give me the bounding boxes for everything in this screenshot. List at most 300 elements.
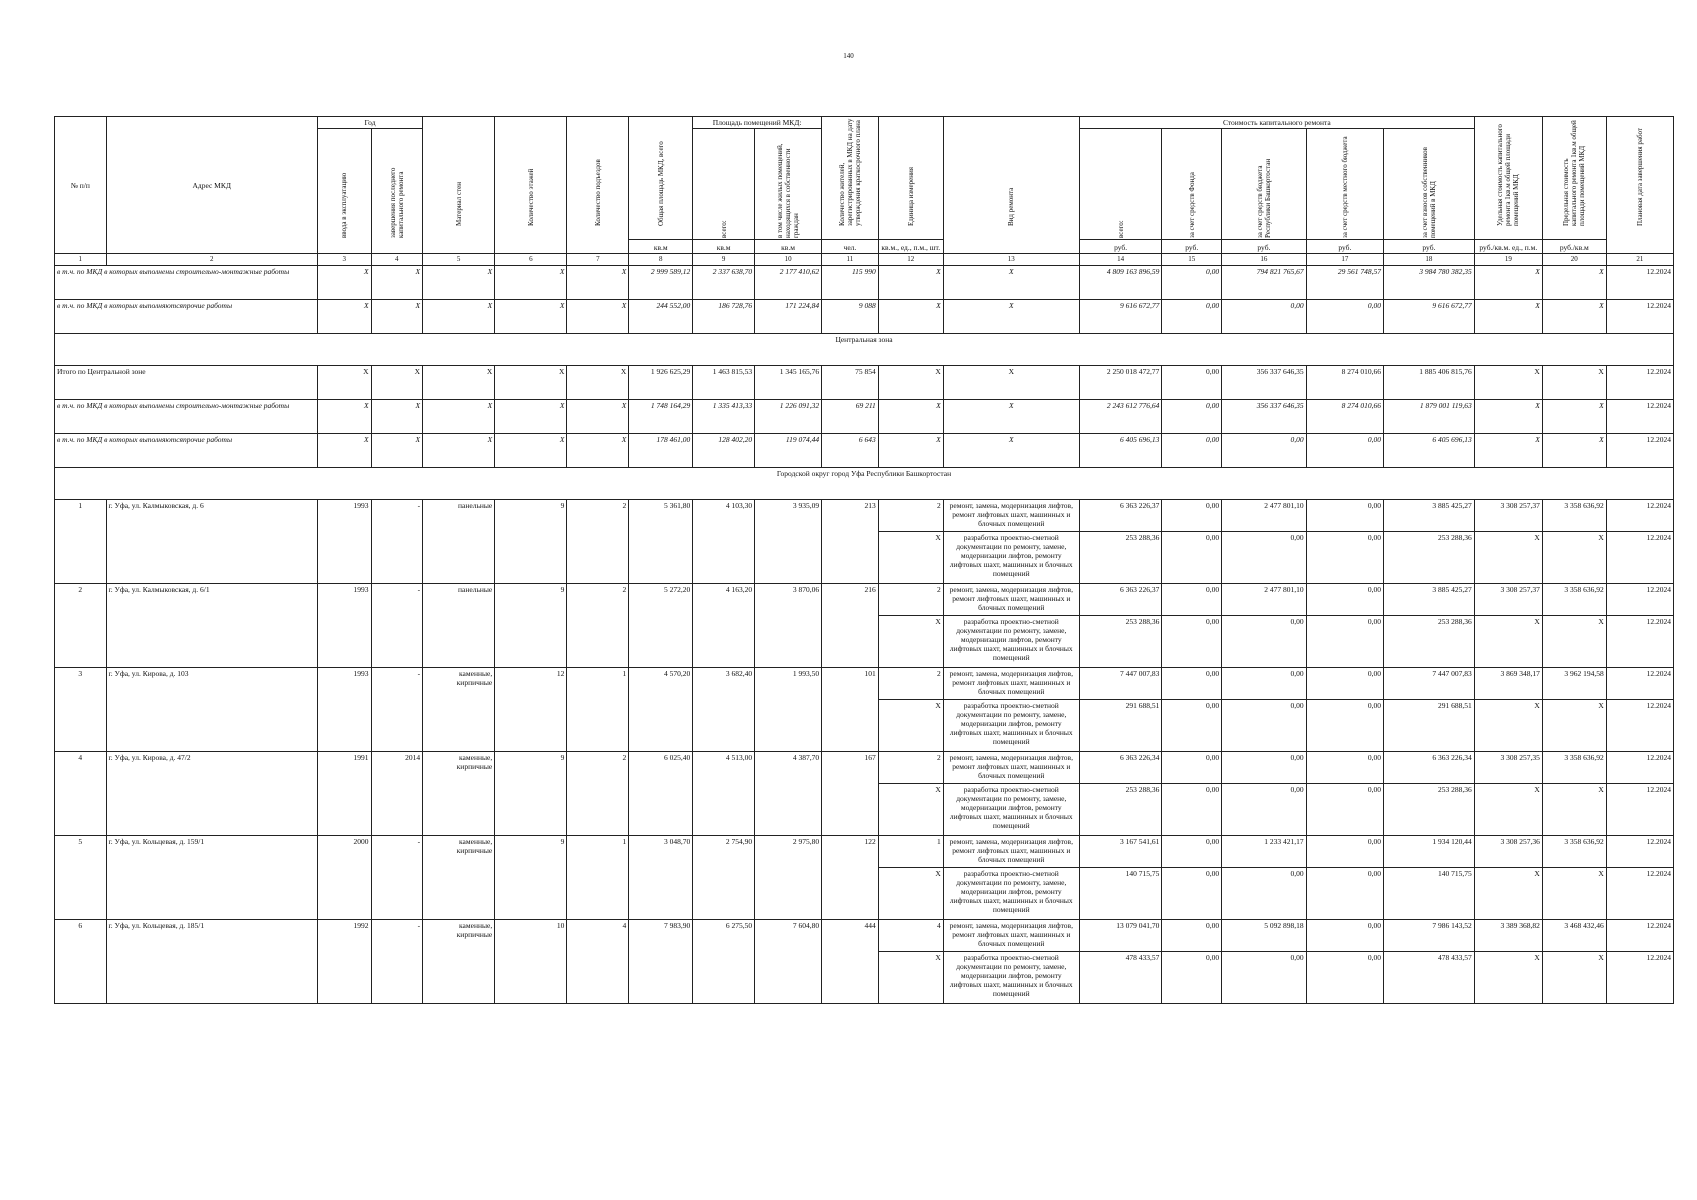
repair-cost-owners: 140 715,75: [1384, 868, 1475, 920]
header-address: Адрес МКД: [106, 117, 317, 254]
repair-cost-republic: 0,00: [1222, 532, 1307, 584]
unit-cost-total: руб.: [1079, 240, 1161, 254]
header-repair-type: Вид ремонта: [1007, 187, 1016, 226]
building-last-repair: -: [371, 500, 423, 584]
repair-qty: X: [878, 700, 943, 752]
building-last-repair: -: [371, 920, 423, 1004]
repair-cost-total: 478 433,57: [1079, 952, 1161, 1004]
unit-measure: кв.м., ед., п.м., шт.: [878, 240, 943, 254]
repair-cost-fund: 0,00: [1162, 836, 1222, 868]
building-area-owned: 3 935,09: [755, 500, 822, 584]
zone-title-ufa-row: [55, 468, 1674, 500]
repair-cost-total: 140 715,75: [1079, 868, 1161, 920]
zone-title-ufa: Городской округ город Уфа Республики Башкортостан: [55, 468, 1674, 500]
summary-unit-x: X: [878, 366, 943, 400]
column-number: 19: [1474, 254, 1542, 266]
repair-unit-cost: X: [1474, 532, 1542, 584]
repair-cost-owners: 3 885 425,27: [1384, 500, 1475, 532]
header-total-area: Общая площадь МКД, всего: [656, 141, 665, 226]
column-number: 8: [629, 254, 693, 266]
repair-cost-fund: 0,00: [1162, 868, 1222, 920]
unit-area-total: кв.м: [693, 240, 755, 254]
repair-qty: 2: [878, 668, 943, 700]
building-floors: 10: [495, 920, 567, 1004]
header-entrances: Количество подъездов: [593, 159, 602, 226]
repair-type: ремонт, замена, модернизация лифтов, ремонт лифтовых шахт, машинных и блочных помещений: [943, 668, 1079, 700]
summary-max-cost-x: X: [1542, 300, 1606, 334]
repair-cost-owners: 478 433,57: [1384, 952, 1475, 1004]
header-cost-local: за счет средств местного бюджета: [1340, 136, 1349, 238]
building-address: г. Уфа, ул. Калмыковская, д. 6: [106, 500, 317, 584]
repair-unit-cost: 3 308 257,37: [1474, 584, 1542, 616]
building-year: 1993: [317, 500, 371, 584]
repair-cost-local: 0,00: [1306, 752, 1383, 784]
repair-qty: 2: [878, 500, 943, 532]
repair-date: 12.2024: [1606, 532, 1673, 584]
summary-total-area: 244 552,00: [629, 300, 693, 334]
summary-fund: 0,00: [1162, 266, 1222, 300]
summary-area-total: 2 337 638,70: [693, 266, 755, 300]
building-entrances: 2: [567, 584, 629, 668]
repair-max-cost: 3 358 636,92: [1542, 836, 1606, 868]
header-year-commission: ввода в эксплуатацию: [340, 172, 349, 238]
summary-row: [55, 434, 1674, 468]
header-num: № п/п: [55, 117, 107, 254]
header-cost-fund: за счет средств Фонда: [1187, 172, 1196, 238]
summary-local: 0,00: [1306, 300, 1383, 334]
summary-unit-cost-x: X: [1474, 366, 1542, 400]
repair-cost-republic: 0,00: [1222, 616, 1307, 668]
building-num: 3: [55, 668, 107, 752]
column-number: 3: [317, 254, 371, 266]
summary-unit-x: X: [878, 400, 943, 434]
repair-type: разработка проектно-сметной документации по ремонту, замене, модернизации лифтов, ремонту лифтовых шахт, машинных и блочных помещений: [943, 616, 1079, 668]
unit-cost-fund: руб.: [1162, 240, 1222, 254]
repair-qty: 1: [878, 836, 943, 868]
building-num: 1: [55, 500, 107, 584]
repair-max-cost: 3 358 636,92: [1542, 584, 1606, 616]
page-number: 140: [843, 52, 854, 60]
repair-qty: X: [878, 532, 943, 584]
building-area-total: 3 682,40: [693, 668, 755, 752]
building-residents: 167: [822, 752, 879, 836]
capital-repair-table: [54, 116, 1674, 1004]
header-max-cost: Предельная стоимость капитального ремонта 1кв.м общей площади помещений МКД: [1562, 120, 1587, 226]
summary-local: 8 274 010,66: [1306, 400, 1383, 434]
column-number: 9: [693, 254, 755, 266]
repair-date: 12.2024: [1606, 616, 1673, 668]
repair-cost-republic: 0,00: [1222, 700, 1307, 752]
summary-local: 29 561 748,57: [1306, 266, 1383, 300]
repair-cost-local: 0,00: [1306, 616, 1383, 668]
summary-x: X: [567, 366, 629, 400]
repair-type: разработка проектно-сметной документации по ремонту, замене, модернизации лифтов, ремонту лифтовых шахт, машинных и блочных помещений: [943, 700, 1079, 752]
repair-unit-cost: X: [1474, 784, 1542, 836]
summary-local: 0,00: [1306, 434, 1383, 468]
repair-cost-fund: 0,00: [1162, 952, 1222, 1004]
summary-cost-total: 2 243 612 776,64: [1079, 400, 1161, 434]
repair-max-cost: 3 468 432,46: [1542, 920, 1606, 952]
repair-max-cost: 3 358 636,92: [1542, 500, 1606, 532]
building-material: каменные, кирпичные: [423, 752, 495, 836]
unit-cost-local: руб.: [1306, 240, 1383, 254]
column-number-row: [55, 254, 1674, 266]
repair-type: ремонт, замена, модернизация лифтов, ремонт лифтовых шахт, машинных и блочных помещений: [943, 920, 1079, 952]
summary-unit-x: X: [878, 434, 943, 468]
building-material: каменные, кирпичные: [423, 668, 495, 752]
repair-cost-republic: 1 233 421,17: [1222, 836, 1307, 868]
repair-date: 12.2024: [1606, 836, 1673, 868]
repair-cost-fund: 0,00: [1162, 700, 1222, 752]
repair-max-cost: X: [1542, 784, 1606, 836]
repair-max-cost: X: [1542, 616, 1606, 668]
summary-x: X: [371, 434, 423, 468]
building-entrances: 2: [567, 500, 629, 584]
repair-cost-republic: 2 477 801,10: [1222, 584, 1307, 616]
summary-x: X: [567, 400, 629, 434]
repair-cost-owners: 253 288,36: [1384, 532, 1475, 584]
summary-cost-total: 2 250 018 472,77: [1079, 366, 1161, 400]
column-number: 7: [567, 254, 629, 266]
summary-row: [55, 300, 1674, 334]
column-number: 10: [755, 254, 822, 266]
repair-date: 12.2024: [1606, 952, 1673, 1004]
summary-area-total: 128 402,20: [693, 434, 755, 468]
repair-cost-total: 6 363 226,34: [1079, 752, 1161, 784]
summary-x: X: [423, 434, 495, 468]
repair-unit-cost: X: [1474, 700, 1542, 752]
summary-x: X: [317, 300, 371, 334]
column-number: 13: [943, 254, 1079, 266]
unit-residents: чел.: [822, 240, 879, 254]
header-wall-material: Материал стен: [454, 182, 463, 226]
summary-label: в т.ч. по МКД в которых выполняютсяпрочие работы: [55, 434, 318, 468]
column-number: 15: [1162, 254, 1222, 266]
repair-max-cost: X: [1542, 868, 1606, 920]
summary-x: X: [567, 266, 629, 300]
building-material: каменные, кирпичные: [423, 920, 495, 1004]
repair-type: разработка проектно-сметной документации по ремонту, замене, модернизации лифтов, ремонту лифтовых шахт, машинных и блочных помещений: [943, 868, 1079, 920]
repair-cost-local: 0,00: [1306, 836, 1383, 868]
summary-owners: 9 616 672,77: [1384, 300, 1475, 334]
building-area-total: 4 513,00: [693, 752, 755, 836]
repair-qty: X: [878, 952, 943, 1004]
repair-cost-owners: 1 934 120,44: [1384, 836, 1475, 868]
building-residents: 122: [822, 836, 879, 920]
summary-residents: 75 854: [822, 366, 879, 400]
building-area-total: 4 103,30: [693, 500, 755, 584]
summary-total-area: 1 748 164,29: [629, 400, 693, 434]
repair-cost-total: 253 288,36: [1079, 532, 1161, 584]
repair-type: разработка проектно-сметной документации по ремонту, замене, модернизации лифтов, ремонту лифтовых шахт, машинных и блочных помещений: [943, 952, 1079, 1004]
repair-date: 12.2024: [1606, 500, 1673, 532]
summary-repair-x: X: [943, 434, 1079, 468]
summary-date: 12.2024: [1606, 366, 1673, 400]
summary-label: в т.ч. по МКД в которых выполнены строительно-монтажные работы: [55, 266, 318, 300]
repair-cost-fund: 0,00: [1162, 784, 1222, 836]
summary-fund: 0,00: [1162, 400, 1222, 434]
summary-area-owned: 1 226 091,32: [755, 400, 822, 434]
building-material: каменные, кирпичные: [423, 836, 495, 920]
building-entrances: 1: [567, 668, 629, 752]
summary-area-total: 1 463 815,53: [693, 366, 755, 400]
repair-cost-republic: 0,00: [1222, 668, 1307, 700]
repair-unit-cost: X: [1474, 616, 1542, 668]
repair-cost-total: 253 288,36: [1079, 616, 1161, 668]
summary-fund: 0,00: [1162, 366, 1222, 400]
summary-republic: 0,00: [1222, 434, 1307, 468]
summary-x: X: [567, 300, 629, 334]
summary-owners: 3 984 780 382,35: [1384, 266, 1475, 300]
summary-residents: 69 211: [822, 400, 879, 434]
building-address: г. Уфа, ул. Кирова, д. 47/2: [106, 752, 317, 836]
column-number: 12: [878, 254, 943, 266]
unit-area-owned: кв.м: [755, 240, 822, 254]
summary-repair-x: X: [943, 366, 1079, 400]
building-material: панельные: [423, 584, 495, 668]
summary-republic: 0,00: [1222, 300, 1307, 334]
summary-repair-x: X: [943, 300, 1079, 334]
repair-max-cost: X: [1542, 952, 1606, 1004]
summary-row: [55, 366, 1674, 400]
summary-x: X: [495, 266, 567, 300]
repair-qty: X: [878, 868, 943, 920]
summary-cost-total: 6 405 696,13: [1079, 434, 1161, 468]
building-last-repair: -: [371, 584, 423, 668]
building-entrances: 2: [567, 752, 629, 836]
repair-cost-owners: 3 885 425,27: [1384, 584, 1475, 616]
building-last-repair: -: [371, 668, 423, 752]
header-year-last-repair: завершения последнего капитального ремонта: [388, 167, 405, 238]
repair-type: ремонт, замена, модернизация лифтов, ремонт лифтовых шахт, машинных и блочных помещений: [943, 752, 1079, 784]
building-address: г. Уфа, ул. Кольцевая, д. 185/1: [106, 920, 317, 1004]
building-total-area: 5 361,80: [629, 500, 693, 584]
repair-qty: 2: [878, 752, 943, 784]
building-entrances: 4: [567, 920, 629, 1004]
building-area-owned: 1 993,50: [755, 668, 822, 752]
summary-residents: 6 643: [822, 434, 879, 468]
repair-cost-fund: 0,00: [1162, 500, 1222, 532]
building-area-owned: 4 387,70: [755, 752, 822, 836]
building-area-total: 6 275,50: [693, 920, 755, 1004]
summary-owners: 6 405 696,13: [1384, 434, 1475, 468]
summary-x: X: [317, 266, 371, 300]
repair-cost-total: 6 363 226,37: [1079, 500, 1161, 532]
repair-unit-cost: 3 308 257,35: [1474, 752, 1542, 784]
summary-cost-total: 4 809 163 896,59: [1079, 266, 1161, 300]
summary-label: в т.ч. по МКД в которых выполняютсяпрочие работы: [55, 300, 318, 334]
repair-cost-total: 3 167 541,61: [1079, 836, 1161, 868]
summary-residents: 115 990: [822, 266, 879, 300]
repair-max-cost: X: [1542, 700, 1606, 752]
summary-fund: 0,00: [1162, 434, 1222, 468]
repair-cost-local: 0,00: [1306, 784, 1383, 836]
building-row: [55, 668, 1674, 700]
column-number: 5: [423, 254, 495, 266]
building-year: 1992: [317, 920, 371, 1004]
summary-unit-cost-x: X: [1474, 400, 1542, 434]
summary-label: в т.ч. по МКД в которых выполнены строительно-монтажные работы: [55, 400, 318, 434]
header-area-group: Площадь помещений МКД:: [693, 117, 822, 129]
header-floors: Количество этажей: [526, 168, 535, 226]
summary-x: X: [371, 400, 423, 434]
building-year: 2000: [317, 836, 371, 920]
header-year-group: Год: [317, 117, 422, 129]
building-floors: 12: [495, 668, 567, 752]
column-number: 17: [1306, 254, 1383, 266]
building-year: 1991: [317, 752, 371, 836]
zone-title-central-row: [55, 334, 1674, 366]
building-area-total: 4 163,20: [693, 584, 755, 668]
repair-cost-fund: 0,00: [1162, 920, 1222, 952]
repair-type: разработка проектно-сметной документации по ремонту, замене, модернизации лифтов, ремонту лифтовых шахт, машинных и блочных помещений: [943, 532, 1079, 584]
building-row: [55, 584, 1674, 616]
summary-x: X: [423, 266, 495, 300]
unit-max-cost: руб./кв.м: [1542, 240, 1606, 254]
repair-cost-total: 291 688,51: [1079, 700, 1161, 752]
repair-type: ремонт, замена, модернизация лифтов, ремонт лифтовых шахт, машинных и блочных помещений: [943, 836, 1079, 868]
summary-unit-x: X: [878, 266, 943, 300]
repair-cost-local: 0,00: [1306, 700, 1383, 752]
repair-cost-republic: 5 092 898,18: [1222, 920, 1307, 952]
summary-area-owned: 119 074,44: [755, 434, 822, 468]
repair-type: разработка проектно-сметной документации по ремонту, замене, модернизации лифтов, ремонту лифтовых шахт, машинных и блочных помещений: [943, 784, 1079, 836]
summary-owners: 1 885 406 815,76: [1384, 366, 1475, 400]
building-row: [55, 500, 1674, 532]
unit-unit-cost: руб./кв.м. ед., п.м.: [1474, 240, 1542, 254]
column-number: 11: [822, 254, 879, 266]
building-residents: 101: [822, 668, 879, 752]
repair-cost-republic: 0,00: [1222, 784, 1307, 836]
header-area-total: всего:: [719, 220, 728, 238]
building-address: г. Уфа, ул. Калмыковская, д. 6/1: [106, 584, 317, 668]
building-area-owned: 2 975,80: [755, 836, 822, 920]
building-last-repair: -: [371, 836, 423, 920]
repair-cost-owners: 7 447 007,83: [1384, 668, 1475, 700]
building-total-area: 5 272,20: [629, 584, 693, 668]
summary-local: 8 274 010,66: [1306, 366, 1383, 400]
repair-type: ремонт, замена, модернизация лифтов, ремонт лифтовых шахт, машинных и блочных помещений: [943, 500, 1079, 532]
repair-date: 12.2024: [1606, 700, 1673, 752]
repair-unit-cost: 3 869 348,17: [1474, 668, 1542, 700]
summary-republic: 356 337 646,35: [1222, 400, 1307, 434]
building-num: 6: [55, 920, 107, 1004]
building-material: панельные: [423, 500, 495, 584]
unit-total-area: кв.м: [629, 240, 693, 254]
repair-qty: 4: [878, 920, 943, 952]
summary-repair-x: X: [943, 400, 1079, 434]
column-number: 21: [1606, 254, 1673, 266]
summary-x: X: [317, 400, 371, 434]
repair-date: 12.2024: [1606, 752, 1673, 784]
repair-unit-cost: 3 308 257,36: [1474, 836, 1542, 868]
building-residents: 444: [822, 920, 879, 1004]
building-floors: 9: [495, 500, 567, 584]
building-total-area: 6 025,40: [629, 752, 693, 836]
summary-date: 12.2024: [1606, 300, 1673, 334]
repair-qty: 2: [878, 584, 943, 616]
building-year: 1993: [317, 668, 371, 752]
repair-max-cost: X: [1542, 532, 1606, 584]
repair-cost-local: 0,00: [1306, 532, 1383, 584]
summary-x: X: [495, 434, 567, 468]
building-last-repair: 2014: [371, 752, 423, 836]
repair-unit-cost: 3 389 368,82: [1474, 920, 1542, 952]
repair-date: 12.2024: [1606, 784, 1673, 836]
repair-cost-fund: 0,00: [1162, 532, 1222, 584]
summary-max-cost-x: X: [1542, 400, 1606, 434]
repair-cost-owners: 253 288,36: [1384, 784, 1475, 836]
summary-x: X: [371, 266, 423, 300]
repair-date: 12.2024: [1606, 868, 1673, 920]
summary-residents: 9 088: [822, 300, 879, 334]
summary-date: 12.2024: [1606, 434, 1673, 468]
summary-total-area: 2 999 589,12: [629, 266, 693, 300]
summary-area-owned: 2 177 410,62: [755, 266, 822, 300]
summary-owners: 1 879 001 119,63: [1384, 400, 1475, 434]
summary-fund: 0,00: [1162, 300, 1222, 334]
header-area-owned: в том числе жилых помещений, находящихся в собственности граждан: [776, 143, 801, 238]
repair-date: 12.2024: [1606, 584, 1673, 616]
column-number: 1: [55, 254, 107, 266]
building-num: 5: [55, 836, 107, 920]
summary-date: 12.2024: [1606, 400, 1673, 434]
summary-unit-x: X: [878, 300, 943, 334]
header-cost-republic: за счет средств бюджета Республики Башкортостан: [1255, 158, 1272, 238]
building-floors: 9: [495, 836, 567, 920]
building-floors: 9: [495, 584, 567, 668]
repair-cost-total: 13 079 041,70: [1079, 920, 1161, 952]
repair-cost-local: 0,00: [1306, 500, 1383, 532]
repair-cost-republic: 0,00: [1222, 752, 1307, 784]
header-unit-measure: Единица измерения: [906, 167, 915, 226]
summary-republic: 356 337 646,35: [1222, 366, 1307, 400]
summary-x: X: [423, 366, 495, 400]
building-residents: 216: [822, 584, 879, 668]
building-area-total: 2 754,90: [693, 836, 755, 920]
summary-x: X: [317, 434, 371, 468]
building-total-area: 4 570,20: [629, 668, 693, 752]
summary-x: X: [423, 400, 495, 434]
building-row: [55, 752, 1674, 784]
building-entrances: 1: [567, 836, 629, 920]
column-number: 14: [1079, 254, 1161, 266]
header-cost-total: всего:: [1116, 220, 1125, 238]
summary-date: 12.2024: [1606, 266, 1673, 300]
repair-plan-grid: [54, 116, 1674, 1004]
repair-cost-owners: 6 363 226,34: [1384, 752, 1475, 784]
summary-total-area: 1 926 625,29: [629, 366, 693, 400]
repair-date: 12.2024: [1606, 668, 1673, 700]
summary-x: X: [495, 300, 567, 334]
summary-row: [55, 400, 1674, 434]
header-cost-owners: за счет взносов собственников помещений в МКД: [1420, 147, 1437, 238]
summary-x: X: [317, 366, 371, 400]
building-residents: 213: [822, 500, 879, 584]
summary-area-owned: 171 224,84: [755, 300, 822, 334]
summary-label: Итого по Центральной зоне: [55, 366, 318, 400]
building-num: 2: [55, 584, 107, 668]
repair-unit-cost: 3 308 257,37: [1474, 500, 1542, 532]
summary-total-area: 178 461,00: [629, 434, 693, 468]
summary-x: X: [423, 300, 495, 334]
summary-max-cost-x: X: [1542, 434, 1606, 468]
repair-cost-total: 6 363 226,37: [1079, 584, 1161, 616]
repair-cost-fund: 0,00: [1162, 616, 1222, 668]
summary-x: X: [371, 366, 423, 400]
building-address: г. Уфа, ул. Кирова, д. 103: [106, 668, 317, 752]
summary-max-cost-x: X: [1542, 266, 1606, 300]
